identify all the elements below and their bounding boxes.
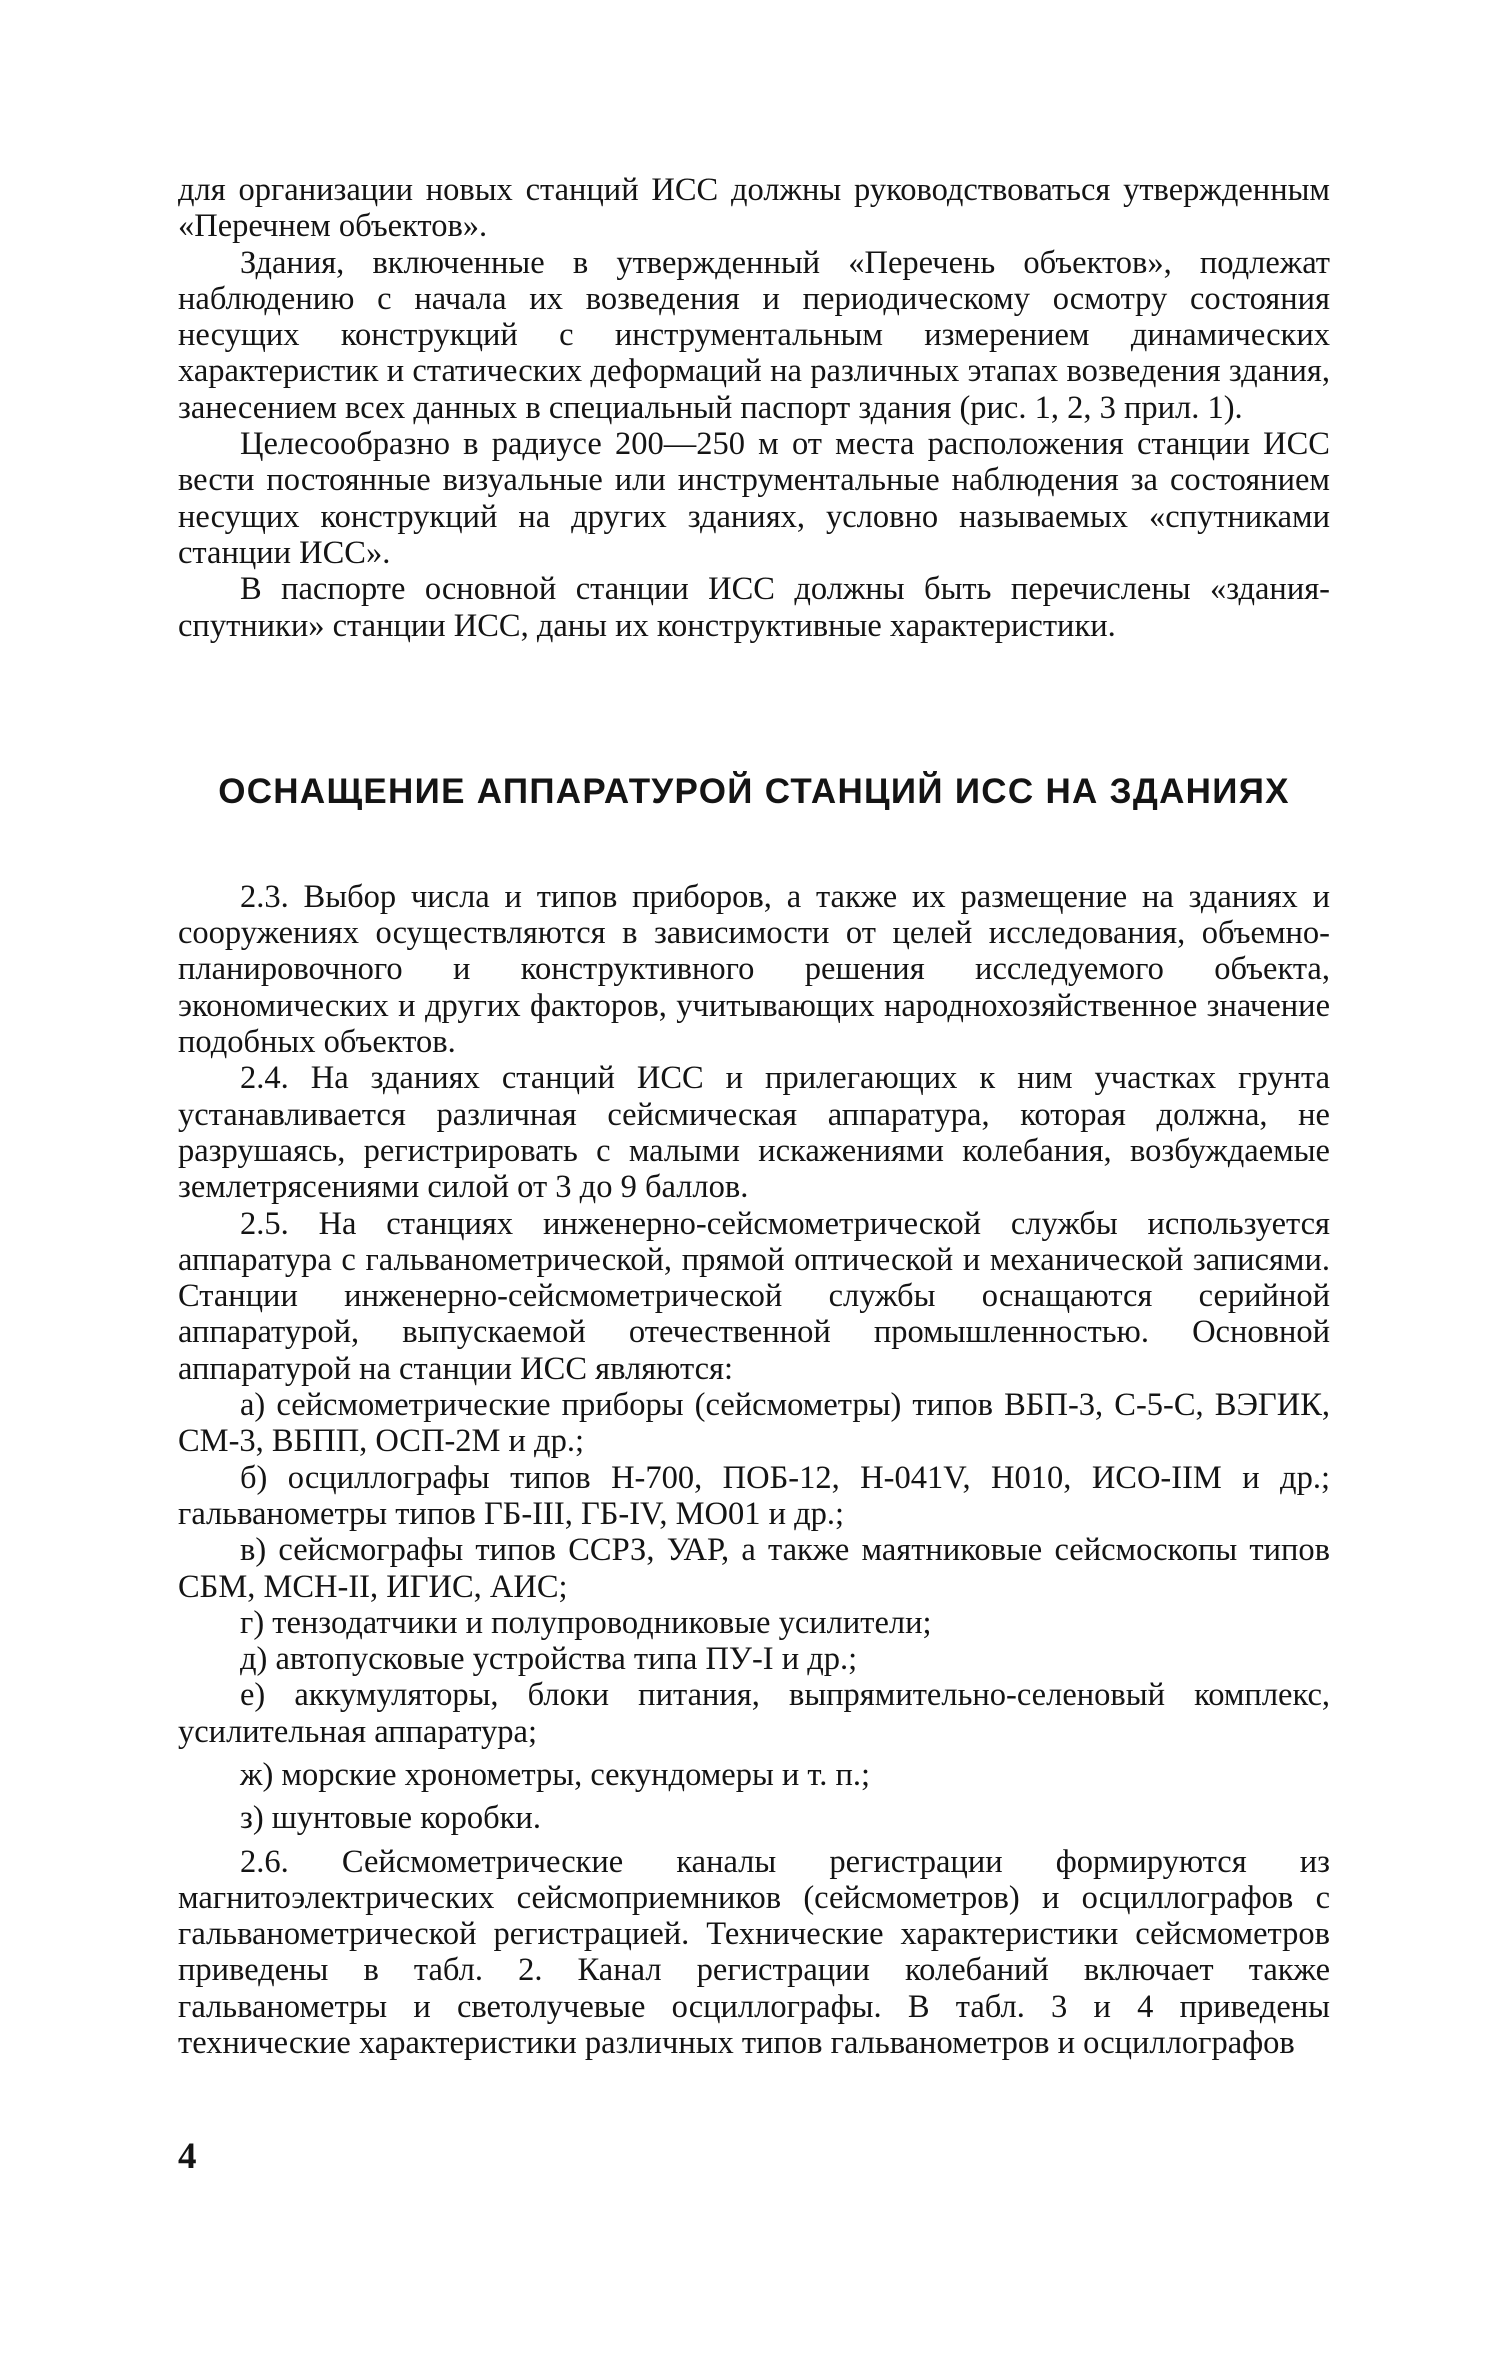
intro-paragraph-3: Целесообразно в радиусе 200—250 м от места расположения станции ИСС вести постоянные визуальные или инструментальные наблюдения за состоянием несущих конструкций на других зданиях, условно называемых «спутниками станции ИСС». <box>178 426 1330 571</box>
page-body <box>178 172 1330 2061</box>
intro-paragraph-1: для организации новых станций ИСС должны руководствоваться утвержденным «Перечнем объектов». <box>178 172 1330 245</box>
equipment-item-d: г) тензодатчики и полупроводниковые усилители; <box>240 1604 932 1641</box>
paragraph-2-3: 2.3. Выбор числа и типов приборов, а также их размещение на зданиях и сооружениях осуществляются в зависимости от целей исследования, объемно-планировочного и конструктивного решения исследуемого объекта, экономических и других факторов, учитывающих народнохозяйственное значение подобных объектов. <box>178 878 1330 1061</box>
equipment-item-b: б) осциллографы типов Н-700, ПОБ-12, Н-041V, Н010, ИСО-IIМ и др.; гальванометры типов ГБ-III, ГБ-IV, МО01 и др.; <box>178 1459 1330 1532</box>
intro-paragraph-2: Здания, включенные в утвержденный «Перечень объектов», подлежат наблюдению с начала их возведения и периодическому осмотру состояния несущих конструкций с инструментальным измерением динамических характеристик и статических деформаций на различных этапах возведения здания, занесением всех данных в специальный паспорт здания (рис. 1, 2, 3 прил. 1). <box>178 244 1330 426</box>
paragraph-2-6: 2.6. Сейсмометрические каналы регистрации формируются из магнитоэлектрических сейсмоприемников (сейсмометров) и осциллографов с гальванометрической регистрацией. Технические характеристики сейсмометров приведены в табл. 2. Канал регистрации колебаний включает также гальванометры и светолучевые осциллографы. В табл. 3 и 4 приведены технические характеристики различных типов гальванометров и осциллографов <box>178 1843 1330 2062</box>
equipment-item-h: з) шунтовые коробки. <box>240 1800 541 1837</box>
intro-paragraph-4: В паспорте основной станции ИСС должны быть перечислены «здания-спутники» станции ИСС, даны их конструктивные характеристики. <box>178 571 1330 644</box>
equipment-item-f: е) аккумуляторы, блоки питания, выпрямительно-селеновый комплекс, усилительная аппаратура; <box>178 1677 1330 1750</box>
section-heading: ОСНАЩЕНИЕ АППАРАТУРОЙ СТАНЦИЙ ИСС НА ЗДАНИЯХ <box>218 771 1290 811</box>
paragraph-2-4: 2.4. На зданиях станций ИСС и прилегающих к ним участках грунта устанавливается различная сейсмическая аппаратура, которая должна, не разрушаясь, регистрировать с малыми искажениями колебания, возбуждаемые землетрясениями силой от 3 до 9 баллов. <box>178 1060 1330 1206</box>
equipment-item-g: ж) морские хронометры, секундомеры и т. п.; <box>240 1756 870 1793</box>
equipment-item-c: в) сейсмографы типов ССРЗ, УАР, а также маятниковые сейсмоскопы типов СБМ, МСН-II, ИГИС, АИС; <box>178 1532 1330 1605</box>
equipment-item-a: а) сейсмометрические приборы (сейсмометры) типов ВБП-3, С-5-С, ВЭГИК, СМ-3, ВБПП, ОСП-2М и др.; <box>178 1387 1330 1460</box>
paragraph-2-5: 2.5. На станциях инженерно-сейсмометрической службы используется аппаратура с гальванометрической, прямой оптической и механической записями. Станции инженерно-сейсмометрической службы оснащаются серийной аппаратурой, выпускаемой отечественной промышленностью. Основной аппаратурой на станции ИСС являются: <box>178 1205 1330 1387</box>
equipment-item-e: д) автопусковые устройства типа ПУ-I и др.; <box>240 1641 858 1678</box>
page-number: 4 <box>178 2136 197 2177</box>
